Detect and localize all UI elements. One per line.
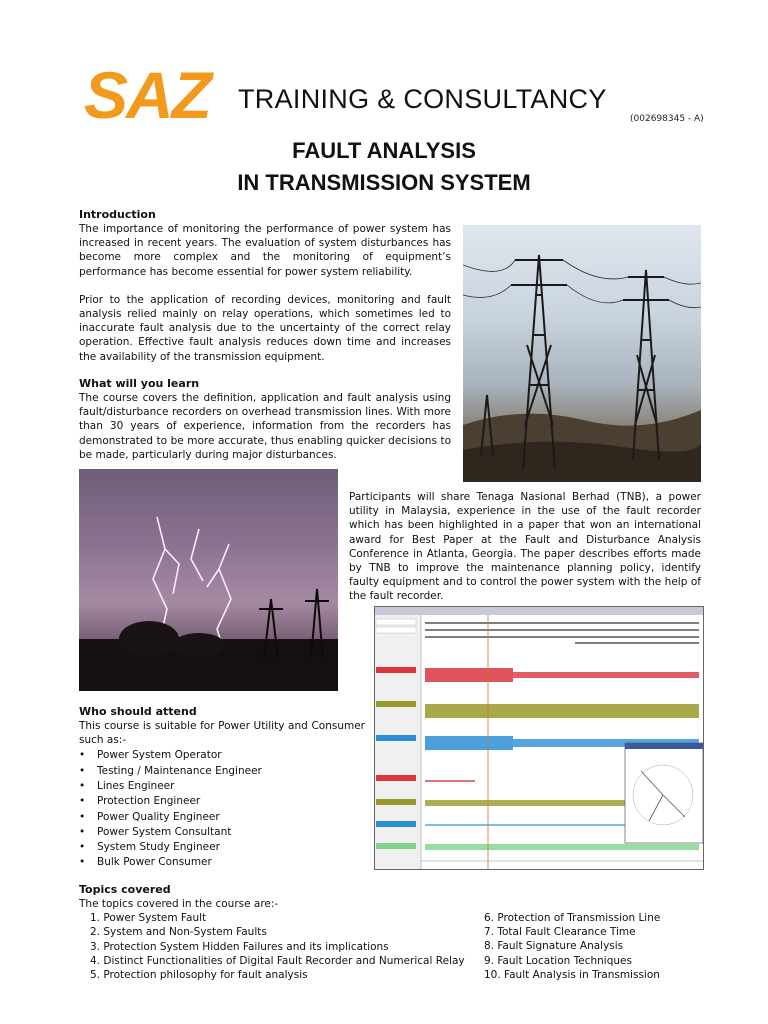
fault-recorder-screenshot xyxy=(374,606,704,870)
list-item xyxy=(79,840,365,855)
introduction-paragraph-2: Prior to the application of recording devices, monitoring and fault analysis relied mainly on relay operations, which sometimes led to inaccurate fault analysis due to the uncertainty of the correct relay operation. Effective fault analysis reduces down time and increases the availability of the transmission equipment. xyxy=(79,293,451,363)
learn-paragraph: The course covers the definition, application and fault analysis using fault/disturbance recorders on overhead transmission lines. With more than 30 years of experience, information from the recorders has demonstrated to be more accurate, thus enabling quicker decisions to be made, particularly during major disturbances. xyxy=(79,392,451,461)
list-item: 1. Power System Fault xyxy=(90,912,207,925)
bullet: • xyxy=(79,780,86,792)
introduction-heading: Introduction xyxy=(79,208,156,221)
bullet: • xyxy=(79,856,86,869)
company-name: TRAINING & CONSULTANCY xyxy=(238,84,607,114)
list-item xyxy=(79,825,365,840)
bullet: • xyxy=(79,810,86,823)
saz-logo: SAZ xyxy=(84,58,210,132)
introduction-paragraph-1: The importance of monitoring the performance of power system has increased in recent years. The evaluation of system disturbances has become more complex and the monitoring of equipment’s performance has become essential for power system reliability. xyxy=(79,223,451,278)
list-item xyxy=(79,794,365,809)
learn-heading: What will you learn xyxy=(79,377,200,390)
attend-item-label: Power System Operator xyxy=(97,749,222,762)
list-item: 8. Fault Signature Analysis xyxy=(484,940,624,953)
topics-list-left xyxy=(79,911,479,982)
page-title-line-2: IN TRANSMISSION SYSTEM xyxy=(237,170,531,195)
list-item xyxy=(79,779,365,794)
attend-item-label: Bulk Power Consumer xyxy=(97,856,212,869)
topics-heading: Topics covered xyxy=(79,883,171,896)
attend-intro: This course is suitable for Power Utility and Consumer such as:- xyxy=(79,720,365,747)
attend-item-label: Protection Engineer xyxy=(97,795,201,808)
bullet: • xyxy=(79,825,86,838)
learn-section xyxy=(79,377,451,462)
topics-list-right-wrap xyxy=(484,911,704,982)
attend-item-label: Power Quality Engineer xyxy=(97,810,220,823)
list-item xyxy=(79,764,365,779)
company-registration-code: (002698345 - A) xyxy=(630,114,704,124)
attend-item-label: System Study Engineer xyxy=(97,841,220,854)
bullet: • xyxy=(79,795,86,808)
participants-paragraph: Participants will share Tenaga Nasional Berhad (TNB), a power utility in Malaysia, experience in the use of the fault recorder which has been highlighted in a paper that won an international award for Best Paper at the Fault and Disturbance Analysis Conference in Atlanta, Georgia. The paper describes efforts made by TNB to improve the maintenance planning policy, identify faulty equipment and to control the power system with the help of the fault recorder. xyxy=(349,491,701,603)
topics-list-right xyxy=(484,911,704,982)
topics-section xyxy=(79,883,479,982)
list-item: 6. Protection of Transmission Line xyxy=(484,912,661,924)
attend-item-label: Lines Engineer xyxy=(97,780,175,792)
bullet: • xyxy=(79,749,86,762)
attend-list xyxy=(79,748,365,870)
attend-heading: Who should attend xyxy=(79,705,197,718)
list-item: 9. Fault Location Techniques xyxy=(484,954,632,967)
list-item: 5. Protection philosophy for fault analysis xyxy=(90,969,308,982)
attend-section xyxy=(79,705,365,871)
participants-section xyxy=(349,490,701,604)
page-title-line-1: FAULT ANALYSIS xyxy=(292,138,476,163)
topics-intro: The topics covered in the course are:- xyxy=(79,898,279,910)
introduction-section xyxy=(79,208,451,364)
transmission-towers-photo xyxy=(463,225,701,482)
list-item: 4. Distinct Functionalities of Digital Fault Recorder and Numerical Relay xyxy=(90,954,465,967)
list-item: 2. System and Non-System Faults xyxy=(90,926,267,939)
bullet: • xyxy=(79,764,86,777)
list-item xyxy=(79,748,365,763)
list-item: 10. Fault Analysis in Transmission xyxy=(484,968,660,981)
list-item xyxy=(79,855,365,870)
list-item: 7. Total Fault Clearance Time xyxy=(484,926,636,939)
list-item xyxy=(79,810,365,825)
list-item: 3. Protection System Hidden Failures and its implications xyxy=(90,940,389,953)
attend-item-label: Testing / Maintenance Engineer xyxy=(97,764,262,777)
lightning-photo xyxy=(79,469,338,691)
attend-item-label: Power System Consultant xyxy=(97,825,232,838)
bullet: • xyxy=(79,841,86,854)
